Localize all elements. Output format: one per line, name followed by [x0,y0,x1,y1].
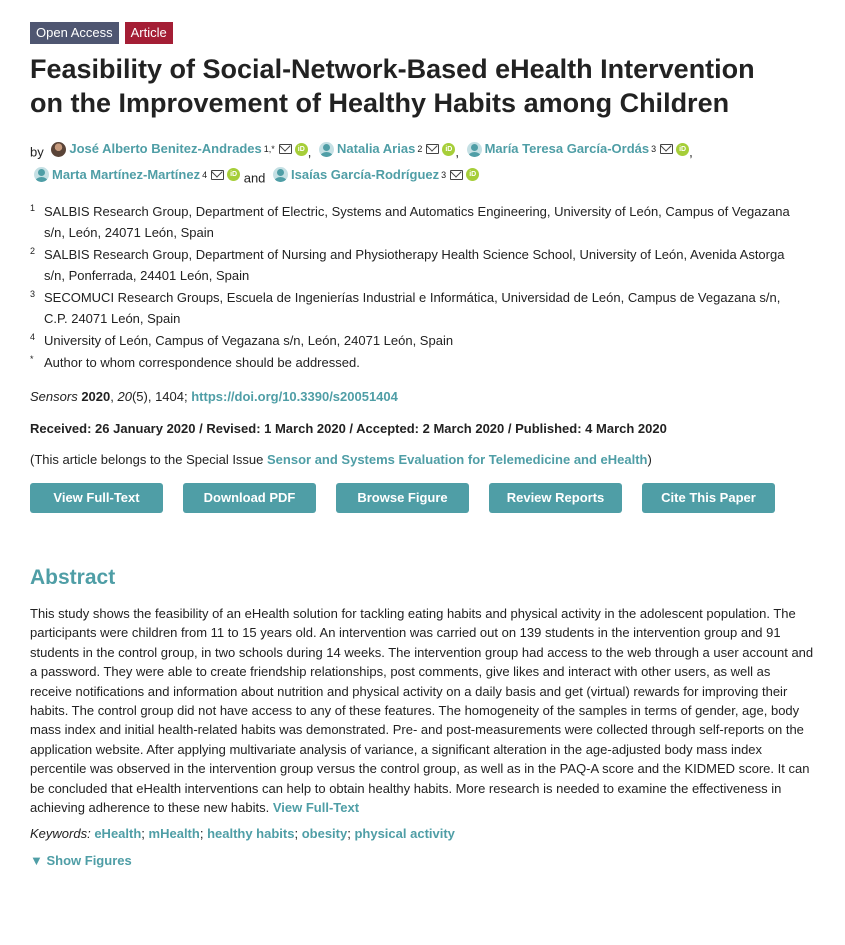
journal-name: Sensors [30,389,78,404]
affiliation-number: 2 [30,246,36,256]
citation-pages: , 1404; [147,389,192,404]
author-list [30,138,820,189]
keywords-label: Keywords: [30,826,91,842]
article-type-badge: Article [125,22,173,44]
keyword-link[interactable]: physical activity [354,826,455,842]
affiliation-text: Author to whom correspondence should be addressed. [44,355,360,370]
affiliation-item [30,330,820,351]
author-name[interactable]: Isaías García-Rodríguez [291,166,440,182]
abstract-heading: Abstract [30,566,116,589]
author-4[interactable] [30,164,240,186]
mail-icon[interactable] [211,170,224,180]
mail-icon[interactable] [450,170,463,180]
affiliation-text: SALBIS Research Group, Department of Nursing and Physiotherapy Health Science School, University of León, Avenida Astorga s/n, Ponferrada, 24401 León, Spain [44,247,785,283]
orcid-icon[interactable]: iD [676,143,689,156]
person-icon [273,167,288,182]
affiliations [30,201,820,373]
publication-dates: Received: 26 January 2020 / Revised: 1 March 2020 / Accepted: 2 March 2020 / Published: 4 March 2020 [30,421,667,436]
affiliation-number: 4 [30,332,36,342]
browse-figure-button[interactable]: Browse Figure [336,483,469,513]
author-2[interactable] [315,138,455,160]
author-separator: , [307,144,312,160]
special-issue-suffix: ) [647,452,652,467]
orcid-icon[interactable]: iD [227,168,240,181]
citation-volume: 20 [117,389,132,404]
keyword-link[interactable]: mHealth [148,826,200,842]
author-1[interactable] [47,138,307,160]
author-separator: , [455,144,459,160]
affiliation-number: 1 [30,203,36,213]
special-issue [30,450,820,470]
mail-icon[interactable] [660,144,673,154]
affiliation-number: * [30,354,34,364]
affiliation-item [30,352,820,373]
review-reports-button[interactable]: Review Reports [489,483,622,513]
person-icon [467,142,482,157]
article-page [30,22,820,871]
person-icon [34,167,49,182]
author-affiliation-sup: 4 [202,169,208,180]
affiliation-item [30,201,820,243]
abstract-text: This study shows the feasibility of an eHealth solution for tackling eating habits and physical activity in the adolescent population. The participants were children from 11 to 15 years old. An intervention was carried out on 139 students in the intervention group and 91 students in the control group, in two schools during 14 weeks. The intervention group had access to the web through a user account and a password. They were able to create friendship relationships, post comments, give likes and interact with other users, as well as receive notifications and information about nutrition and physical activity on a daily basis and get (virtual) rewards for improving their habits. The control group did not have access to any of these features. The homogeneity of the samples in terms of gender, age, body mass index and initial health-related habits was demonstrated. Pre- and post-measurements were collected through self-reports on the application website. After applying multivariate analysis of variance, a significant alteration in the age-adjusted body mass index percentile was observed in the intervention group versus the control group, as well as in the PAQ-A score and the KIDMED score. It can be concluded that eHealth interventions can help to obtain healthy habits. More research is needed to examine the effectiveness in achieving adherence to these new habits. [30,606,814,816]
author-name[interactable]: Natalia Arias [337,141,416,156]
orcid-icon[interactable]: iD [466,168,479,181]
keyword-link[interactable]: eHealth [94,826,142,842]
author-3[interactable] [463,138,690,160]
mail-icon[interactable] [279,144,292,154]
doi-link[interactable]: https://doi.org/10.3390/s20051404 [191,389,398,404]
keyword-link[interactable]: obesity [301,826,348,842]
affiliation-text: University of León, Campus of Vegazana s/n, León, 24071 León, Spain [44,333,454,348]
author-affiliation-sup: 3 [651,144,657,154]
author-affiliation-sup: 1,* [263,144,275,154]
keyword-link[interactable]: healthy habits [207,826,295,842]
citation: Sensors 2020, 20(5), 1404; https://doi.org/10.3390/s20051404 [30,389,398,404]
author-name[interactable]: María Teresa García-Ordás [484,141,650,156]
author-affiliation-sup: 3 [441,169,447,180]
affiliation-text: SALBIS Research Group, Department of Electric, Systems and Automatics Engineering, University of León, Campus of Vegazana s/n, León, 24071 León, Spain [44,204,790,240]
abstract [30,604,815,817]
affiliation-item [30,244,820,286]
citation-year: 2020 [81,389,111,404]
author-affiliation-sup: 2 [417,144,423,154]
author-separator: , [689,144,693,160]
and-label: and [243,170,266,185]
person-icon [319,142,334,157]
orcid-icon[interactable]: iD [295,143,308,156]
action-buttons [30,483,820,513]
affiliation-item [30,287,820,329]
author-name[interactable]: Marta Martínez-Martínez [52,166,201,182]
open-access-badge: Open Access [30,22,119,44]
special-issue-link[interactable]: Sensor and Systems Evaluation for Telemedicine and eHealth [267,452,648,467]
author-photo-icon [51,142,66,157]
author-name[interactable]: José Alberto Benitez-Andrades [69,141,262,156]
download-pdf-button[interactable]: Download PDF [183,483,316,513]
mail-icon[interactable] [426,144,439,154]
affiliation-number: 3 [30,289,36,299]
citation-issue: (5) [131,389,148,404]
cite-paper-button[interactable]: Cite This Paper [642,483,775,513]
affiliation-text: SECOMUCI Research Groups, Escuela de Ingenierías Industrial e Informática, Universidad de León, Campus de Vegazana s/n, C.P. 24071 León, Spain [44,290,781,326]
show-figures-toggle[interactable]: ▼ Show Figures [30,853,132,869]
orcid-icon[interactable]: iD [442,143,455,156]
author-5[interactable] [269,164,479,186]
article-title: Feasibility of Social-Network-Based eHealth Intervention on the Improvement of Healthy Habits among Children [30,54,755,118]
special-issue-prefix: (This article belongs to the Special Issue [30,452,268,467]
badges [30,22,820,44]
by-label: by [30,144,44,160]
view-full-text-button[interactable]: View Full-Text [30,483,163,513]
abstract-view-full-text-link[interactable]: View Full-Text [272,800,360,816]
keywords: Keywords: eHealth; mHealth; healthy habits; obesity; physical activity [30,826,455,842]
